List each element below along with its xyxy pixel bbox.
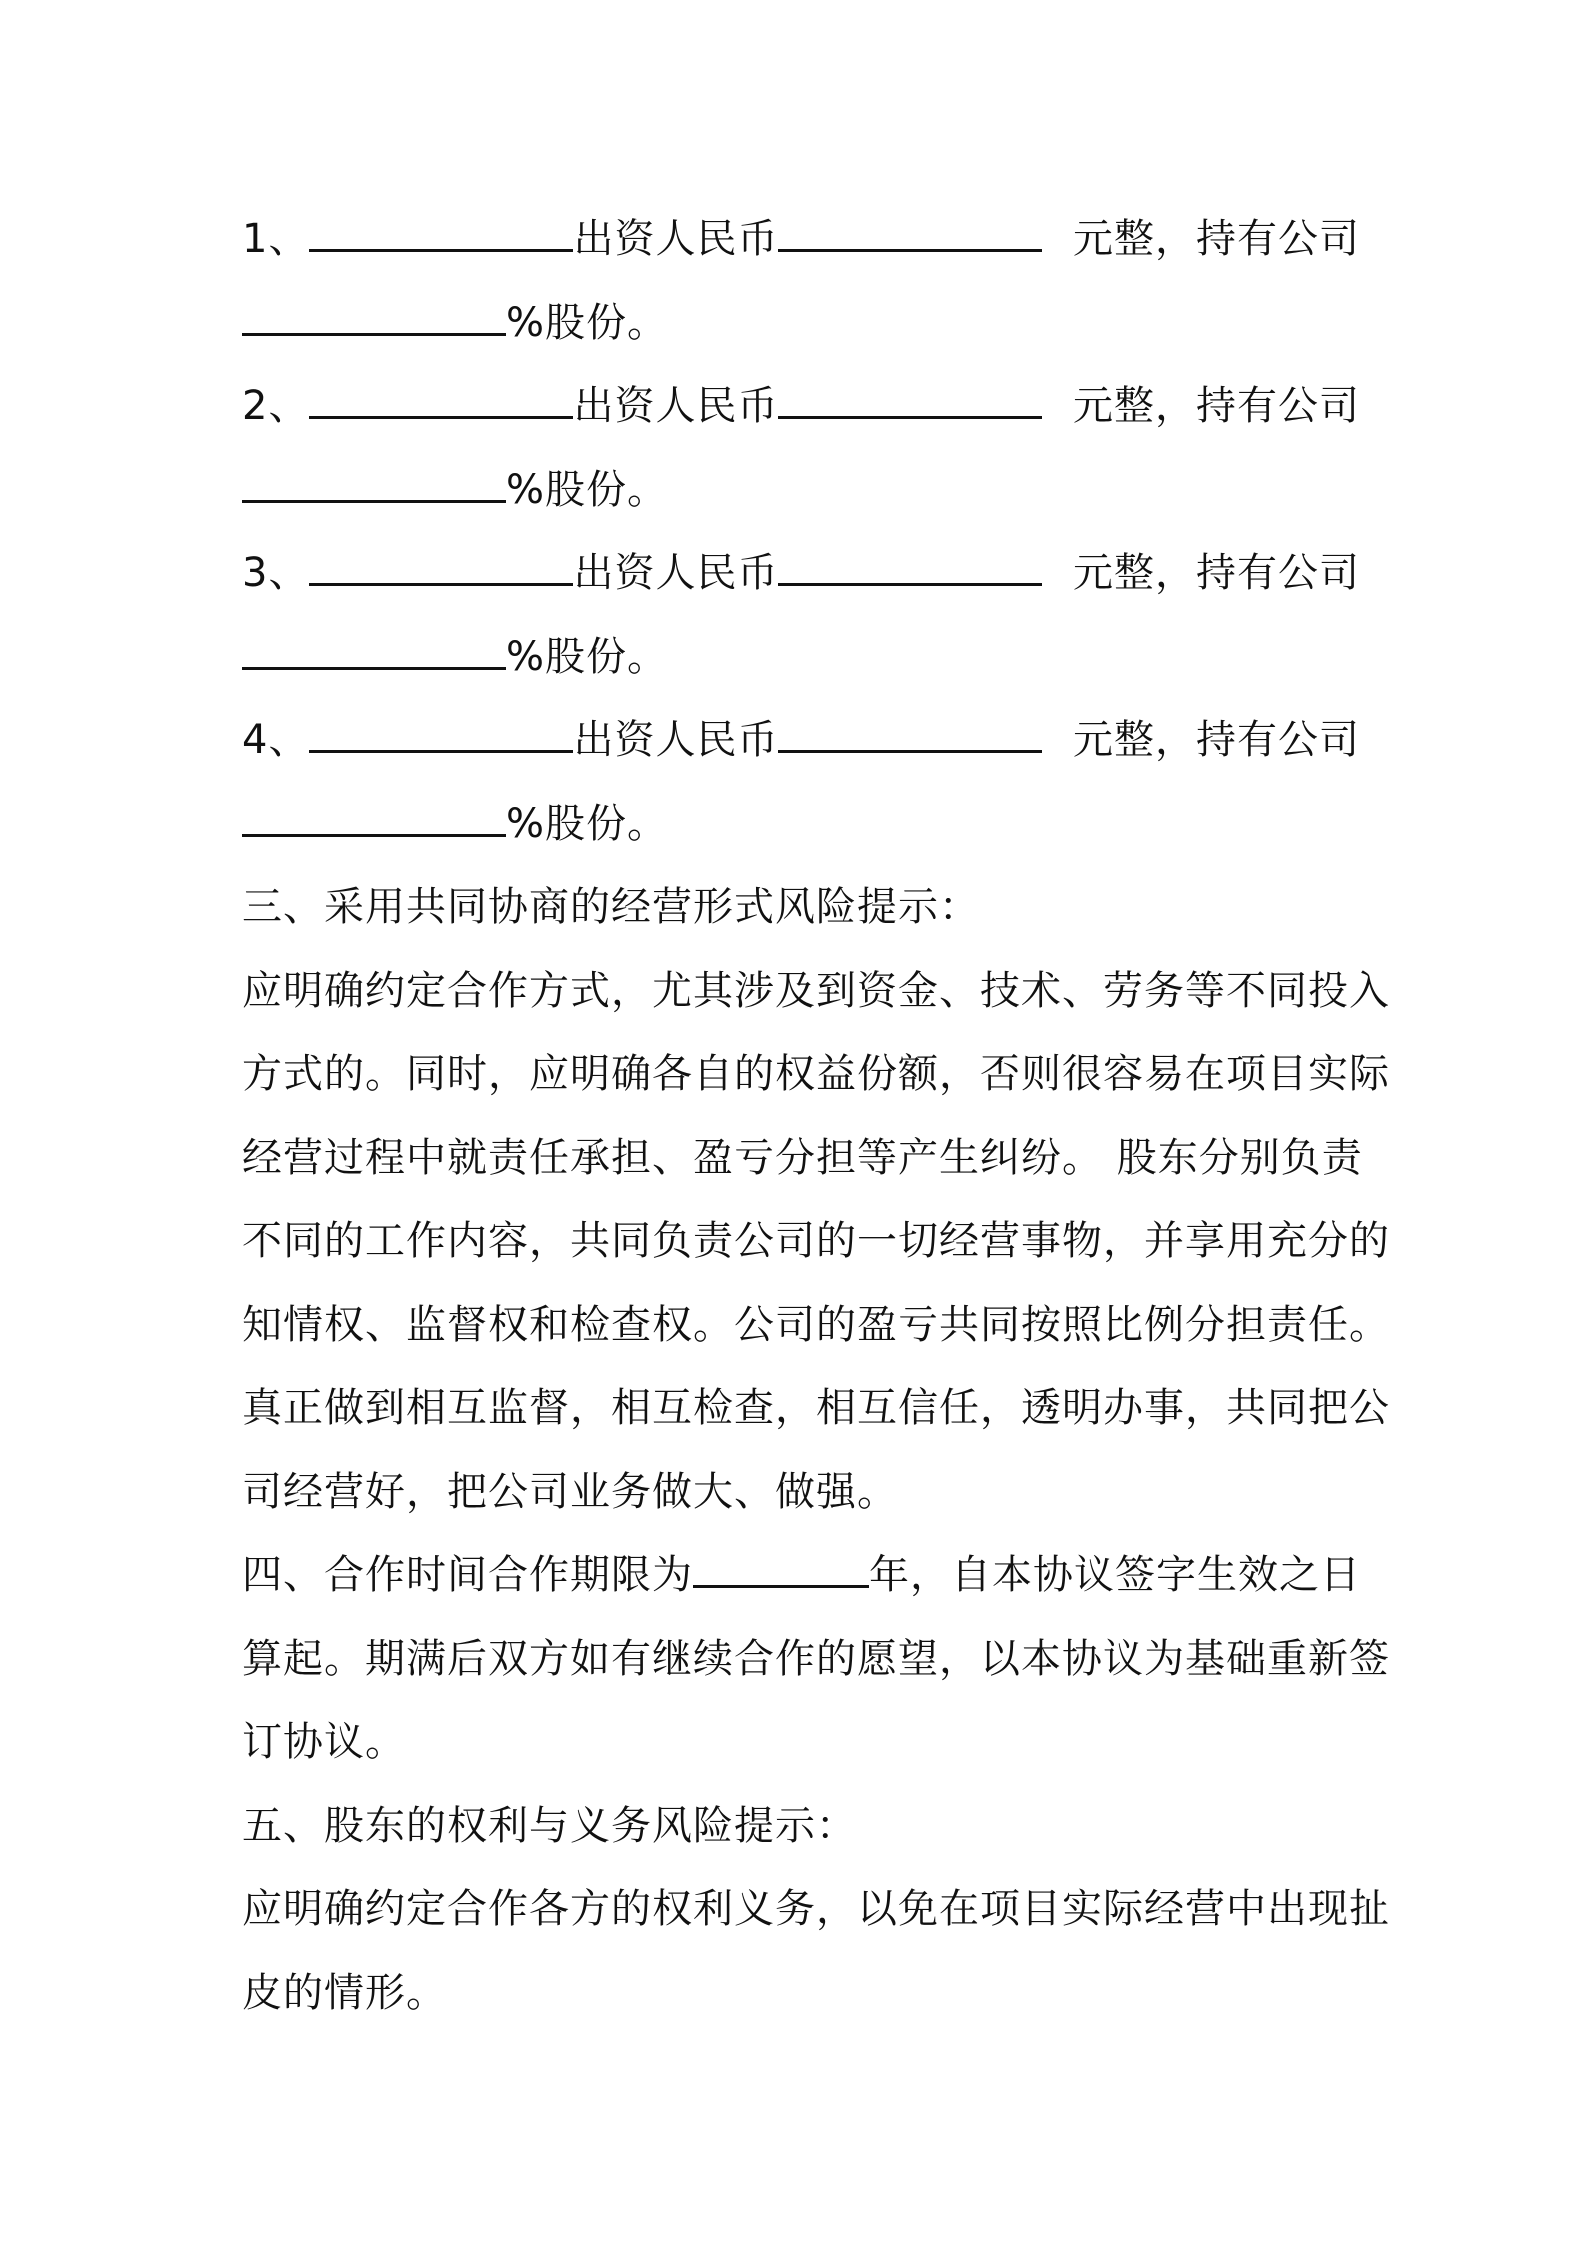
shareholder-item-4 [242,699,1360,783]
section-3-line: 不同的工作内容，共同负责公司的一切经营事物，并享用充分的 [242,1218,1390,1264]
section-4-line: 订协议。 [242,1719,406,1765]
section-3-line: 知情权、监督权和检查权。公司的盈亏共同按照比例分担责任。 [242,1301,1390,1348]
amount-blank [778,539,1042,586]
percent-blank [242,289,506,336]
item-text: 出资人民币 [573,550,779,596]
section-4-suffix: 年，自本协议签字生效之日 [869,1552,1361,1598]
item-text: 元整，持有公司 [1073,717,1360,763]
amount-blank [778,205,1042,252]
item-text: 出资人民币 [573,717,779,763]
item-text: %股份。 [506,800,669,847]
section-3-heading: 三、采用共同协商的经营形式风险提示： [242,884,980,930]
amount-blank [778,706,1042,753]
name-blank [309,205,573,252]
section-5-heading: 五、股东的权利与义务风险提示： [242,1802,857,1849]
item-text: 出资人民币 [573,216,779,262]
percent-blank [242,790,506,837]
item-text: 元整，持有公司 [1073,550,1360,596]
percent-blank [242,456,506,503]
amount-blank [778,372,1042,419]
section-4-line: 算起。期满后双方如有继续合作的愿望，以本协议为基础重新签 [242,1635,1390,1682]
section-3-line: 方式的。同时，应明确各自的权益份额，否则很容易在项目实际 [242,1051,1390,1097]
item-text: 元整，持有公司 [1073,216,1360,262]
item-number: 3、 [242,550,310,596]
shareholder-item-2-cont [242,449,1360,533]
name-blank [309,372,573,419]
item-text: 出资人民币 [573,383,779,429]
section-3-line: 司经营好，把公司业务做大、做强。 [242,1468,898,1515]
item-text: %股份。 [506,466,669,513]
name-blank [309,539,573,586]
section-5-line: 应明确约定合作各方的权利义务，以免在项目实际经营中出现扯 [242,1886,1390,1932]
shareholder-item-4-cont [242,783,1360,867]
percent-blank [242,623,506,670]
shareholder-item-3-cont [242,616,1360,700]
name-blank [309,706,573,753]
section-3-line: 真正做到相互监督，相互检查，相互信任，透明办事，共同把公 [242,1385,1390,1431]
shareholder-item-1 [242,198,1360,282]
term-years-blank [693,1541,869,1588]
item-number: 4、 [242,717,310,763]
shareholder-item-3 [242,532,1360,616]
item-number: 2、 [242,383,310,429]
section-3-line: 应明确约定合作方式，尤其涉及到资金、技术、劳务等不同投入 [242,967,1390,1014]
document-body [242,198,1390,2035]
shareholder-item-1-cont [242,282,1360,366]
item-number: 1、 [242,216,310,262]
item-text: %股份。 [506,633,669,680]
section-4-prefix: 四、合作时间合作期限为 [242,1552,693,1598]
section-4-first-line [242,1534,1360,1618]
item-text: 元整，持有公司 [1073,383,1360,429]
section-3-line: 经营过程中就责任承担、盈亏分担等产生纠纷。 股东分别负责 [242,1134,1363,1181]
shareholder-item-2 [242,365,1360,449]
section-5-line: 皮的情形。 [242,1969,447,2016]
item-text: %股份。 [506,299,669,346]
